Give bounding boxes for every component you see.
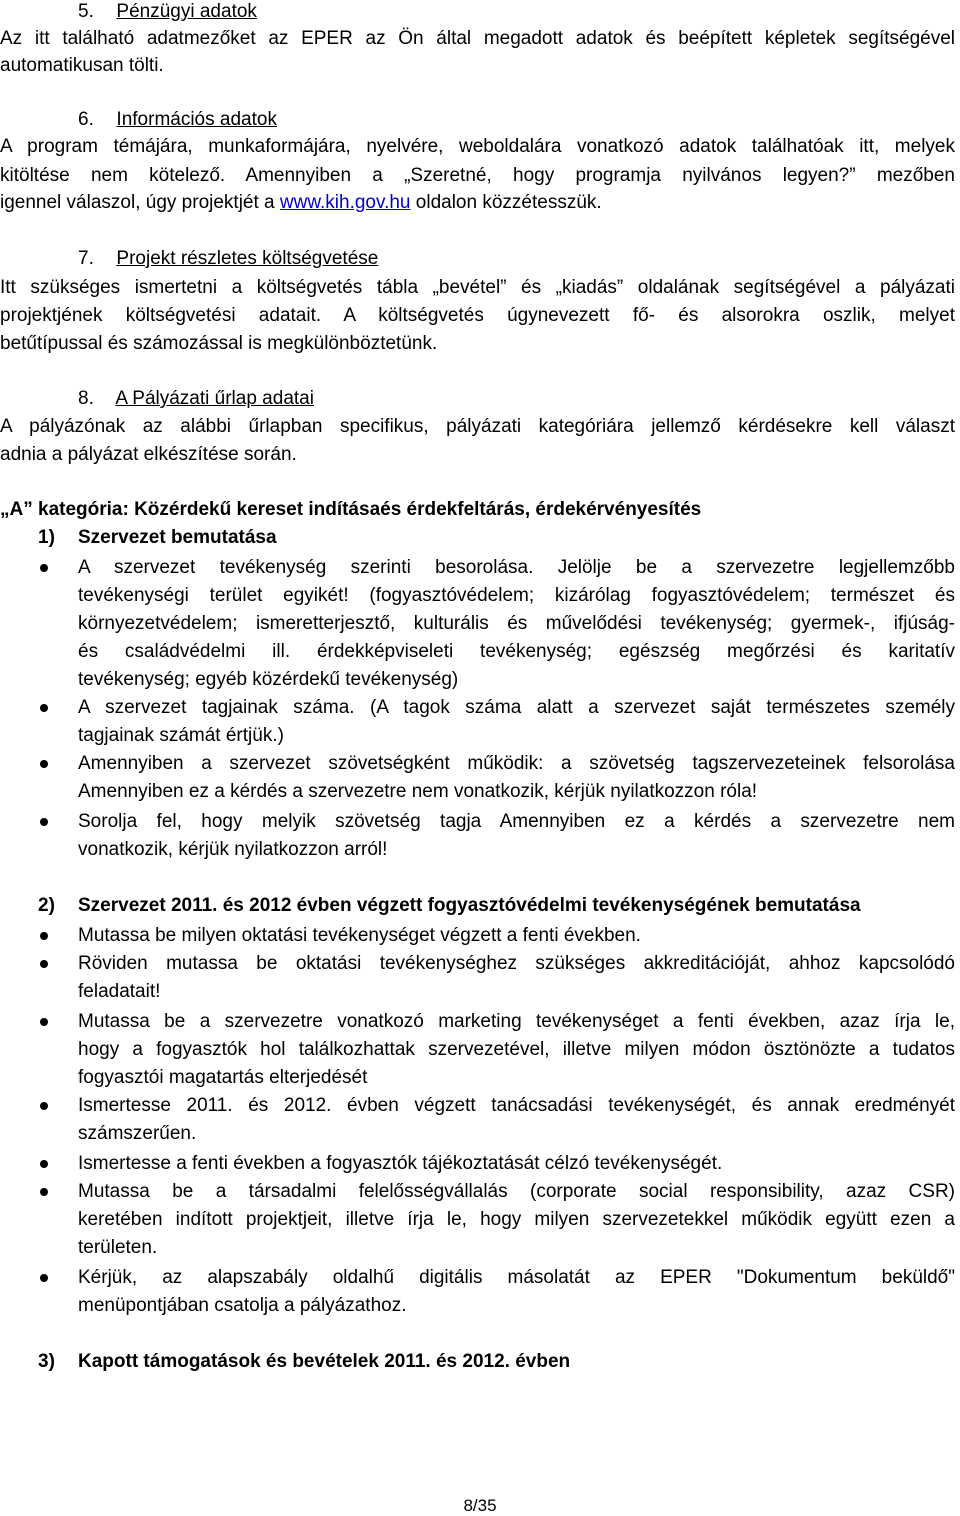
section-6-line-3 [0,191,602,215]
q1-bullet-4-line-1: Sorolja fel, hogy melyik szövetség tagja Amennyiben ez a kérdés a szervezetre nem [78,811,955,832]
q1-bullet-4-line-2: vonatkozik, kérjük nyilatkozzon arról! [78,839,388,860]
q2-bullet-3-line-1: Mutassa be a szervezetre vonatkozó marketing tevékenységet a fenti években, azaz írja le, [78,1011,955,1032]
bullet-icon [40,1274,48,1282]
page-number: 8/35 [463,1496,497,1515]
q2-bullet-3-line-3: fogyasztói magatartás elterjedését [78,1067,368,1088]
bullet-icon [40,1018,48,1026]
section-8-heading [78,387,314,411]
section-title: A Pályázati űrlap adatai [115,388,314,409]
section-number: 5. [78,1,94,22]
q2-bullet-7-line-1: Kérjük, az alapszabály oldalhű digitális másolatát az EPER "Dokumentum beküldő" [78,1267,955,1288]
q1-number: 1) [38,527,55,548]
category-a-title: „A” kategória: Közérdekű kereset indításaés érdekfeltárás, érdekérvényesítés [0,499,702,520]
bullet-icon [40,1160,48,1168]
q2-bullet-2-line-1: Röviden mutassa be oktatási tevékenységhez szükséges akkreditációját, ahhoz kapcsolódó [78,953,955,974]
bullet-icon [40,704,48,712]
section-7-line-3: betűtípussal és számozással is megkülönböztetünk. [0,333,438,354]
q1-title: Szervezet bemutatása [78,527,277,548]
section-5-heading [78,0,257,24]
section-6-line-3-text: igennel válaszol, úgy projektjét a [0,192,280,213]
bullet-icon [40,1188,48,1196]
q2-bullet-6-line-1: Mutassa be a társadalmi felelősségvállalás (corporate social responsibility, azaz CSR) [78,1181,955,1202]
q1-bullet-1-line-5: tevékenység; egyéb közérdekű tevékenység) [78,669,459,690]
q2-bullet-1-line-1: Mutassa be milyen oktatási tevékenységet végzett a fenti években. [78,925,641,946]
q1-bullet-1-line-4: és családvédelmi ill. érdekképviseleti tevékenység; egészség megőrzési és karitatív [78,641,955,662]
q2-bullet-7-line-2: menüpontjában csatolja a pályázathoz. [78,1295,407,1316]
section-7-line-2: projektjének költségvetési adatait. A költségvetés úgynevezett fő- és alsorokra oszlik, melyet [0,305,955,326]
q1-bullet-3-line-1: Amennyiben a szervezet szövetségként működik: a szövetség tagszervezeteinek felsorolása [78,753,955,774]
section-6-line-3-tail: oldalon közzétesszük. [410,192,602,213]
bullet-icon [40,960,48,968]
q2-bullet-2-line-2: feladatait! [78,981,161,1002]
q1-bullet-1-line-1: A szervezet tevékenység szerinti besorolása. Jelölje be a szervezetre legjellemzőbb [78,557,955,578]
bullet-icon [40,564,48,572]
section-5-text-cont: automatikusan tölti. [0,55,164,76]
q2-bullet-4-line-2: számszerűen. [78,1123,197,1144]
bullet-icon [40,1102,48,1110]
section-6-line-2: kitöltése nem kötelező. Amennyiben a „Szeretné, hogy programja nyilvános legyen?” mezőben [0,165,955,186]
section-6-line-1: A program témájára, munkaformájára, nyelvére, weboldalára vonatkozó adatok találhatóak itt, melyek [0,136,955,157]
kih-website-link[interactable]: www.kih.gov.hu [279,192,411,213]
q2-title: Szervezet 2011. és 2012 évben végzett fogyasztóvédelmi tevékenységének bemutatása [78,895,861,916]
section-number: 6. [78,109,94,130]
q1-bullet-3-line-2: Amennyiben ez a kérdés a szervezetre nem vonatkozik, kérjük nyilatkozzon róla! [78,781,758,802]
q2-bullet-3-line-2: hogy a fogyasztók hol találkozhattak szervezetével, illetve milyen módon ösztönözte a tudatos [78,1039,955,1060]
bullet-icon [40,760,48,768]
q3-title: Kapott támogatások és bevételek 2011. és 2012. évben [78,1351,571,1372]
bullet-icon [40,932,48,940]
section-title: Információs adatok [116,109,277,130]
section-5-text: Az itt található adatmezőket az EPER az Ön által megadott adatok és beépített képletek segítségével [0,28,955,49]
section-title: Projekt részletes költségvetése [116,248,379,269]
q2-bullet-6-line-2: keretében indított projektjeit, illetve írja le, hogy milyen szervezetekkel működik együtt ezen a [78,1209,955,1230]
q2-bullet-5-line-1: Ismertesse a fenti években a fogyasztók tájékoztatását célzó tevékenységét. [78,1153,723,1174]
bullet-icon [40,818,48,826]
q1-bullet-1-line-3: környezetvédelem; ismeretterjesztő, kulturális és művelődési tevékenység; gyermek-, ifjúság- [78,613,955,634]
q1-bullet-2-line-2: tagjainak számát értjük.) [78,725,284,746]
section-8-line-1: A pályázónak az alábbi űrlapban specifikus, pályázati kategóriára jellemző kérdésekre kell választ [0,416,955,437]
section-6-heading [78,108,277,132]
section-number: 8. [78,388,94,409]
q1-bullet-1-line-2: tevékenységi terület egyikét! (fogyasztóvédelem; kizárólag fogyasztóvédelem; természet és [78,585,955,606]
q1-bullet-2-line-1: A szervezet tagjainak száma. (A tagok száma alatt a szervezet saját természetes személy [78,697,955,718]
section-title: Pénzügyi adatok [116,1,257,22]
section-8-line-2: adnia a pályázat elkészítése során. [0,444,297,465]
section-7-line-1: Itt szükséges ismertetni a költségvetés tábla „bevétel” és „kiadás” oldalának segítségével a pályázati [0,277,955,298]
q2-bullet-4-line-1: Ismertesse 2011. és 2012. évben végzett tanácsadási tevékenységét, és annak eredményét [78,1095,955,1116]
section-number: 7. [78,248,94,269]
q2-number: 2) [38,895,55,916]
q3-number: 3) [38,1351,55,1372]
q2-bullet-6-line-3: területen. [78,1237,158,1258]
section-7-heading [78,247,378,271]
